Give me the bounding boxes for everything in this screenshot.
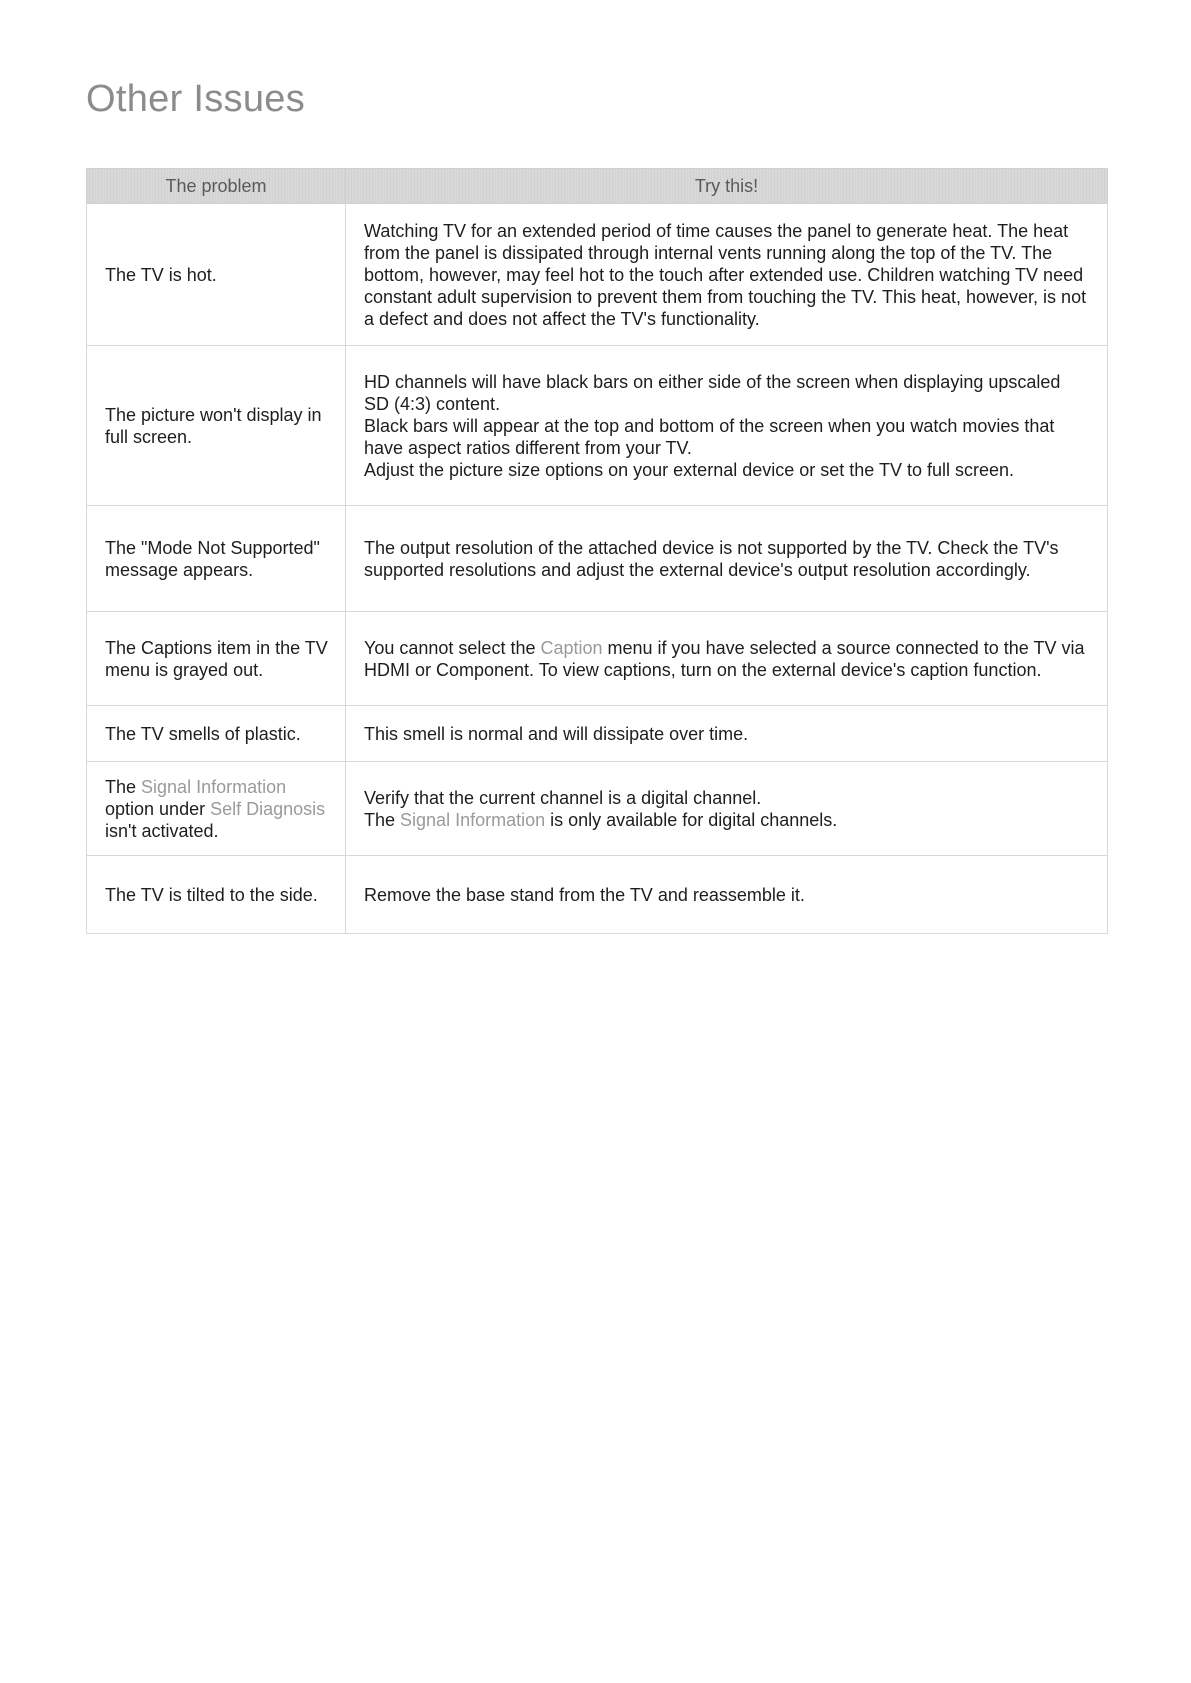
table-row: [87, 346, 1108, 506]
problem-cell: [87, 346, 346, 506]
table-row: [87, 204, 1108, 346]
problem-line: The TV is hot.: [105, 264, 217, 285]
problem-line: The "Mode Not Supported" message appears.: [105, 537, 320, 580]
problem-line: The Captions item in the TV menu is grayed out.: [105, 637, 328, 680]
highlighted-term: Signal Information: [141, 776, 287, 797]
solution-cell: [346, 346, 1108, 506]
table-header-row: [87, 169, 1108, 204]
problem-cell: [87, 204, 346, 346]
problem-cell: [87, 762, 346, 856]
troubleshooting-table: [86, 168, 1108, 934]
problem-cell: [87, 506, 346, 612]
page-title: Other Issues: [86, 78, 306, 120]
solution-line: HD channels will have black bars on either side of the screen when displaying upscaled SD (4:3) content.: [364, 371, 1061, 414]
solution-line: Black bars will appear at the top and bottom of the screen when you watch movies that have aspect ratios different from your TV.: [364, 415, 1055, 458]
solution-line: This smell is normal and will dissipate over time.: [364, 723, 749, 744]
table-row: [87, 612, 1108, 706]
solution-line: The output resolution of the attached device is not supported by the TV. Check the TV's supported resolutions and adjust the external device's output resolution accordingly.: [364, 537, 1059, 580]
solution-line: Adjust the picture size options on your external device or set the TV to full screen.: [364, 459, 1015, 480]
solution-cell: [346, 762, 1108, 856]
table-row: [87, 762, 1108, 856]
solution-cell: [346, 204, 1108, 346]
problem-line: The Signal Information option under Self Diagnosis isn't activated.: [105, 776, 326, 841]
highlighted-term: Signal Information: [400, 809, 546, 830]
solution-line: Verify that the current channel is a digital channel.: [364, 787, 762, 808]
problem-cell: [87, 706, 346, 762]
highlighted-term: Self Diagnosis: [210, 798, 326, 819]
solution-line: The Signal Information is only available for digital channels.: [364, 809, 838, 830]
solution-cell: [346, 506, 1108, 612]
solution-line: You cannot select the Caption menu if you have selected a source connected to the TV via HDMI or Component. To view captions, turn on the external device's caption function.: [364, 637, 1085, 680]
solution-cell: [346, 612, 1108, 706]
table-row: [87, 506, 1108, 612]
highlighted-term: Caption: [540, 637, 603, 658]
solution-line: Remove the base stand from the TV and reassemble it.: [364, 884, 805, 905]
header-solution: Try this!: [346, 169, 1108, 204]
table-row: [87, 856, 1108, 934]
solution-line: Watching TV for an extended period of time causes the panel to generate heat. The heat from the panel is dissipated through internal vents running along the top of the TV. The bottom, however, may feel hot to the touch after extended use. Children watching TV need constant adult supervision to prevent them from touching the TV. This heat, however, is not a defect and does not affect the TV's functionality.: [364, 220, 1087, 329]
problem-line: The TV is tilted to the side.: [105, 884, 318, 905]
solution-cell: [346, 706, 1108, 762]
problem-cell: [87, 856, 346, 934]
problem-cell: [87, 612, 346, 706]
solution-cell: [346, 856, 1108, 934]
problem-line: The TV smells of plastic.: [105, 723, 301, 744]
table-row: [87, 706, 1108, 762]
header-problem: The problem: [87, 169, 346, 204]
problem-line: The picture won't display in full screen.: [105, 404, 322, 447]
